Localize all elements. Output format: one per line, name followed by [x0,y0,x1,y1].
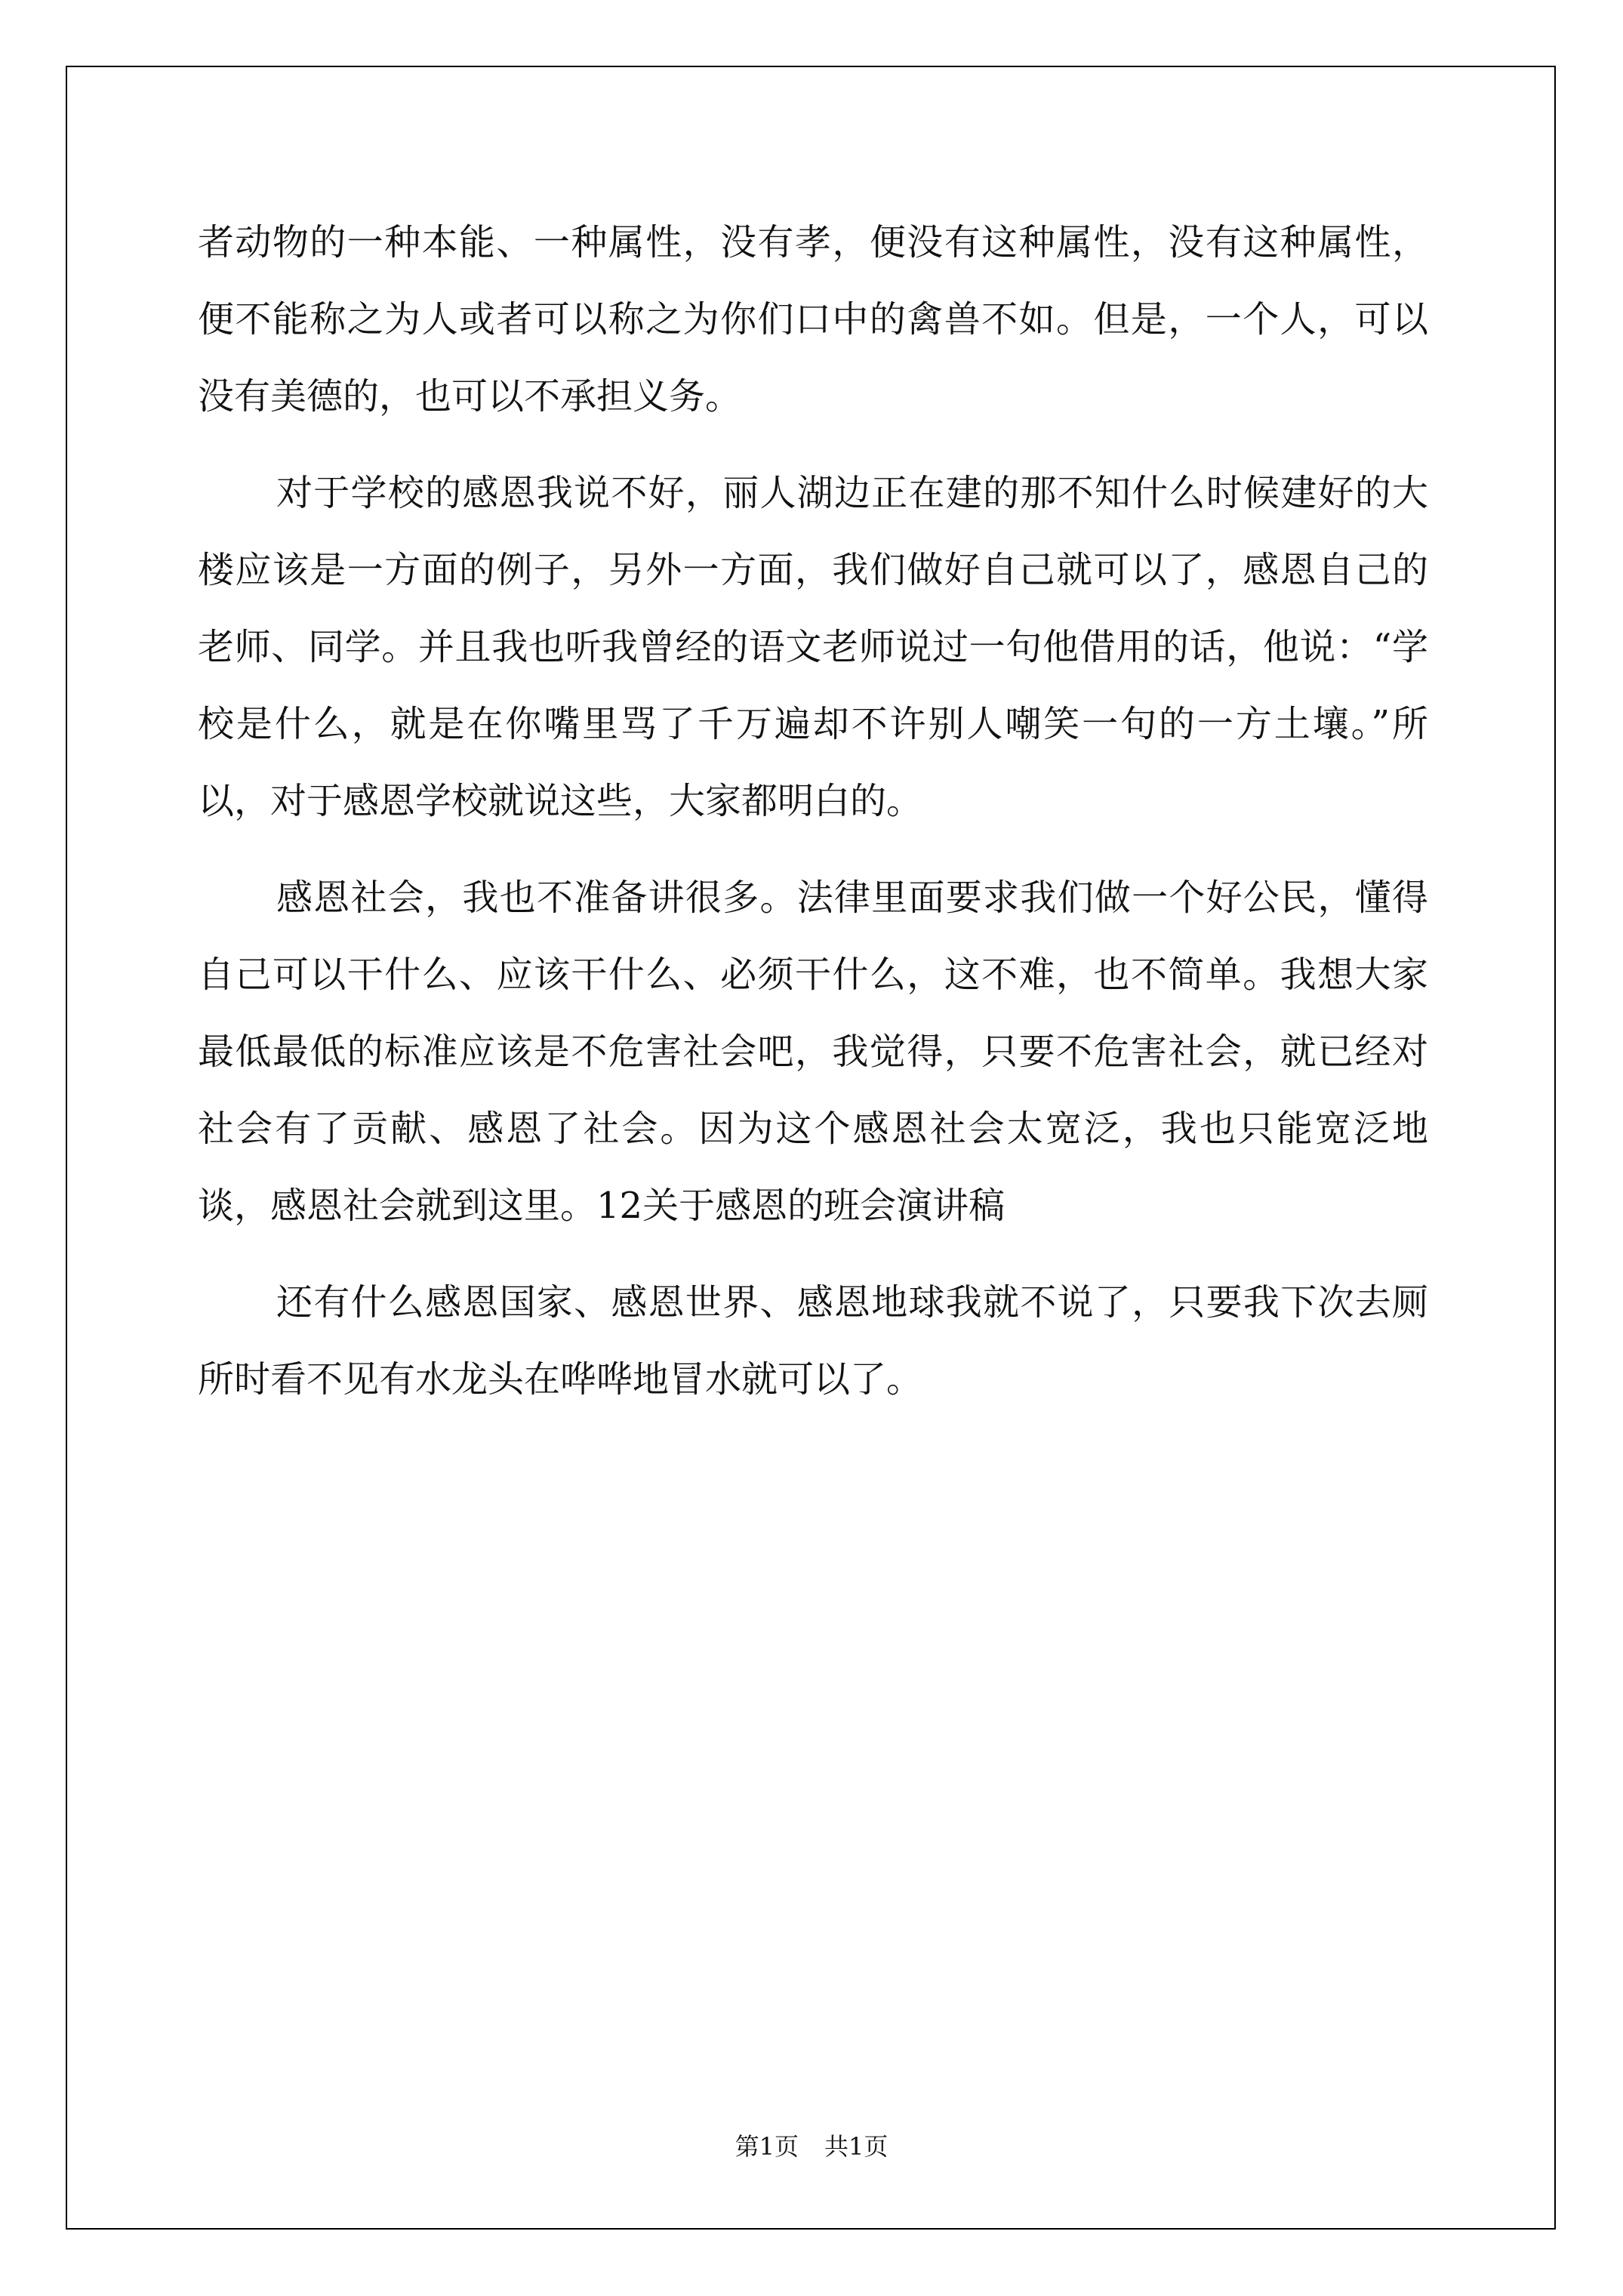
page-total: 共1页 [824,2132,888,2161]
document-body [198,204,1428,1438]
page-footer [0,2128,1623,2162]
paragraph-1: 者动物的一种本能、一种属性，没有孝，便没有这种属性，没有这种属性，便不能称之为人或者可以称之为你们口中的禽兽不如。但是，一个人，可以没有美德的，也可以不承担义务。 [198,221,1428,418]
paragraph-3: 感恩社会，我也不准备讲很多。法律里面要求我们做一个好公民，懂得自己可以干什么、应该干什么、必须干什么，这不难，也不简单。我想大家最低最低的标准应该是不危害社会吧，我觉得，只要不危害社会，就已经对社会有了贡献、感恩了社会。因为这个感恩社会太宽泛，我也只能宽泛地谈，感恩社会就到这里。12关于感恩的班会演讲稿 [198,877,1428,1227]
paragraph-2: 对于学校的感恩我说不好，丽人湖边正在建的那不知什么时候建好的大楼应该是一方面的例子，另外一方面，我们做好自己就可以了，感恩自己的老师、同学。并且我也听我曾经的语文老师说过一句他借用的话，他说：“学校是什么，就是在你嘴里骂了千万遍却不许别人嘲笑一句的一方土壤。”所以，对于感恩学校就说这些，大家都明白的。 [198,472,1428,822]
paragraph-4: 还有什么感恩国家、感恩世界、感恩地球我就不说了，只要我下次去厕所时看不见有水龙头在哗哗地冒水就可以了。 [198,1281,1428,1401]
page-number: 第1页 [735,2132,799,2161]
